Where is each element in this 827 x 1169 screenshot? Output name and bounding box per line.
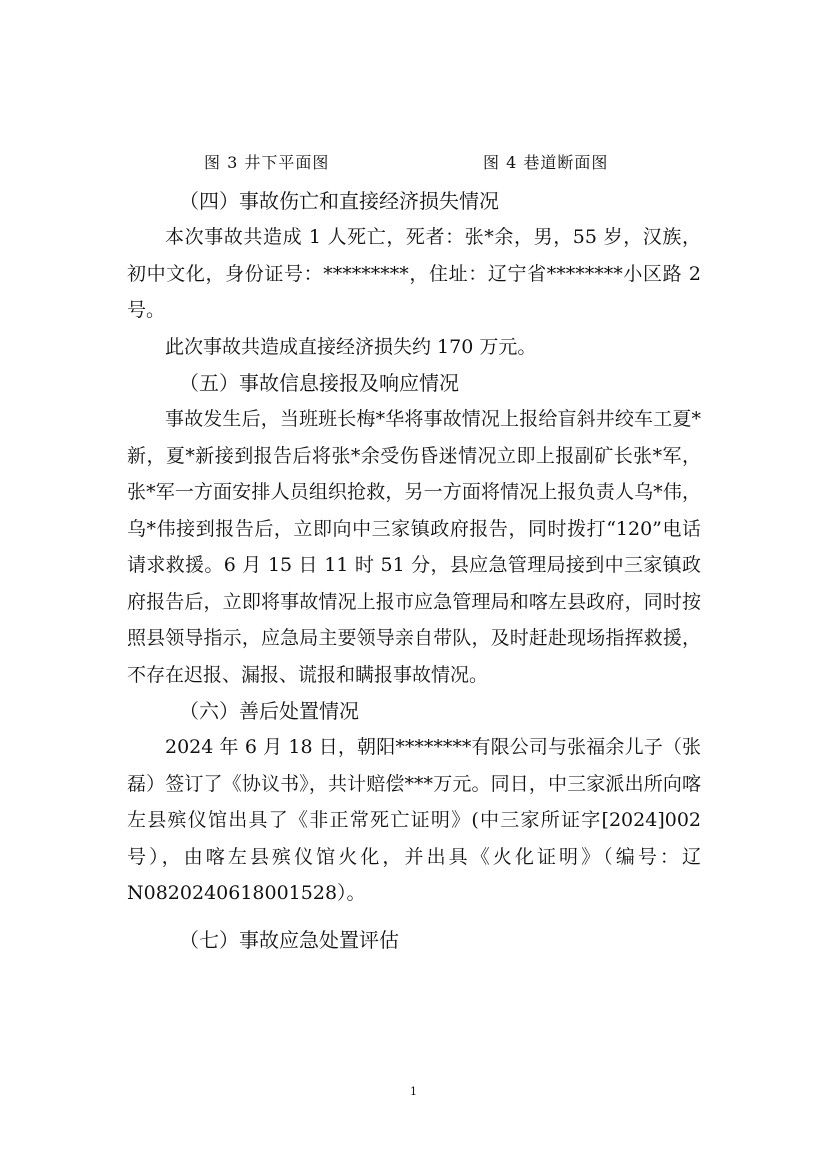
section-4-heading: （四）事故伤亡和直接经济损失情况 [179, 189, 499, 213]
section-6-paragraph: 2024 年 6 月 18 日，朝阳********有限公司与张福余儿子（张磊）签订了《协议书》，共计赔偿***万元。同日，中三家派出所向喀左县殡仪馆出具了《非正常死亡证明》(中三家所证字[2024]002 号），由喀左县殡仪馆火化，并出具《火化证明》（编号：辽 N0820240618001528）。 [127, 736, 701, 904]
section-4-paragraph-loss: 此次事故共造成直接经济损失约 170 万元。 [165, 335, 537, 358]
section-7-heading: （七）事故应急处置评估 [179, 927, 399, 952]
section-4-paragraph-casualty: 本次事故共造成 1 人死亡，死者：张*余，男，55 岁，汉族，初中文化，身份证号：*********，住址：辽宁省********小区路 2 号。 [127, 226, 701, 321]
document-body [127, 183, 701, 958]
section-5-paragraph: 事故发生后，当班班长梅*华将事故情况上报给盲斜井绞车工夏*新，夏*新接到报告后将张*余受伤昏迷情况立即上报副矿长张*军，张*军一方面安排人员组织抢救，另一方面将情况上报负责人乌*伟，乌*伟接到报告后，立即向中三家镇政府报告，同时拨打“120”电话请求救援。6 月 15 日 11 时 51 分，县应急管理局接到中三家镇政府报告后，立即将事故情况上报市应急管理局和喀左县政府，同时按照县领导指示，应急局主要领导亲自带队，及时赶赴现场指挥救援，不存在迟报、漏报、谎报和瞒报事故情况。 [127, 408, 701, 686]
section-5-heading: （五）事故信息接报及响应情况 [179, 371, 459, 395]
page-number: 1 [410, 1085, 417, 1098]
figure-captions [0, 150, 827, 176]
section-6-heading: （六）善后处置情况 [179, 699, 359, 723]
figure-4-caption: 图 4 巷道断面图 [483, 153, 609, 172]
figure-3-caption: 图 3 井下平面图 [204, 153, 330, 172]
